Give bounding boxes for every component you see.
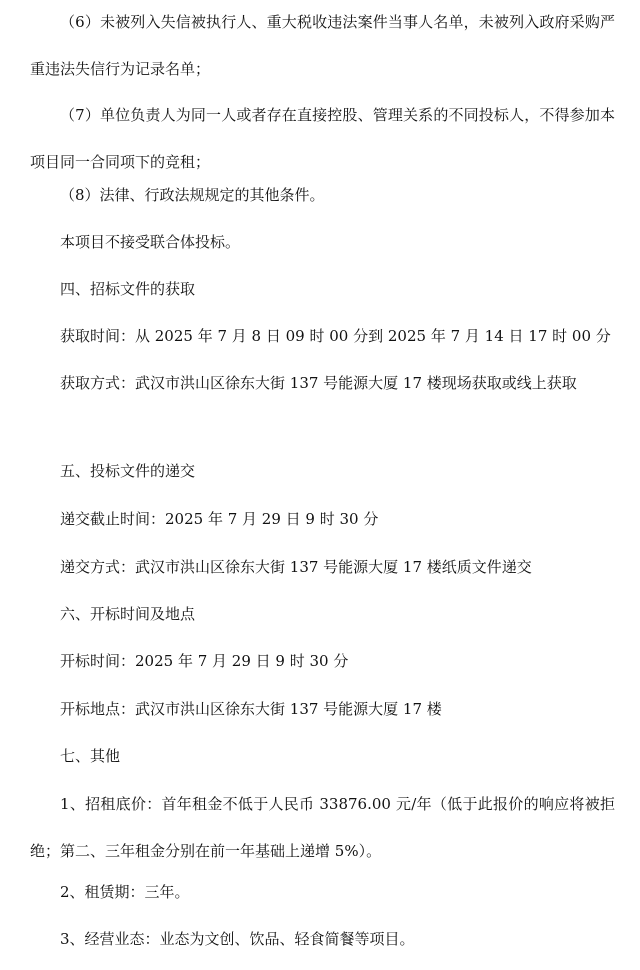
section-heading-7: 七、其他 [60, 747, 121, 765]
paragraph-no-consortium: 本项目不接受联合体投标。 [60, 233, 241, 251]
paragraph-obtain-method: 获取方式：武汉市洪山区徐东大街 137 号能源大厦 17 楼现场获取或线上获取 [60, 374, 577, 392]
paragraph-obtain-time: 获取时间：从 2025 年 7 月 8 日 09 时 00 分到 2025 年 7 月 14 日 17 时 00 分 [60, 327, 611, 345]
paragraph-condition-6: （6）未被列入失信被执行人、重大税收违法案件当事人名单，未被列入政府采购严重违法失信行为记录名单； [30, 13, 615, 78]
paragraph-condition-8: （8）法律、行政法规规定的其他条件。 [60, 186, 325, 204]
section-heading-5: 五、投标文件的递交 [60, 462, 196, 480]
paragraph-opening-time: 开标时间：2025 年 7 月 29 日 9 时 30 分 [60, 652, 349, 670]
paragraph-lease-term: 2、租赁期：三年。 [60, 883, 190, 901]
section-heading-4: 四、招标文件的获取 [60, 280, 196, 298]
paragraph-business-type: 3、经营业态：业态为文创、饮品、轻食简餐等项目。 [60, 930, 415, 948]
section-heading-6: 六、开标时间及地点 [60, 605, 196, 623]
paragraph-submission-method: 递交方式：武汉市洪山区徐东大街 137 号能源大厦 17 楼纸质文件递交 [60, 558, 532, 576]
paragraph-reserve-price: 1、招租底价：首年租金不低于人民币 33876.00 元/年（低于此报价的响应将被拒绝；第二、三年租金分别在前一年基础上递增 5%）。 [30, 795, 615, 860]
paragraph-condition-7: （7）单位负责人为同一人或者存在直接控股、管理关系的不同投标人，不得参加本项目同一合同项下的竞租； [30, 106, 615, 171]
paragraph-opening-location: 开标地点：武汉市洪山区徐东大街 137 号能源大厦 17 楼 [60, 700, 442, 718]
paragraph-submission-deadline: 递交截止时间：2025 年 7 月 29 日 9 时 30 分 [60, 510, 379, 528]
